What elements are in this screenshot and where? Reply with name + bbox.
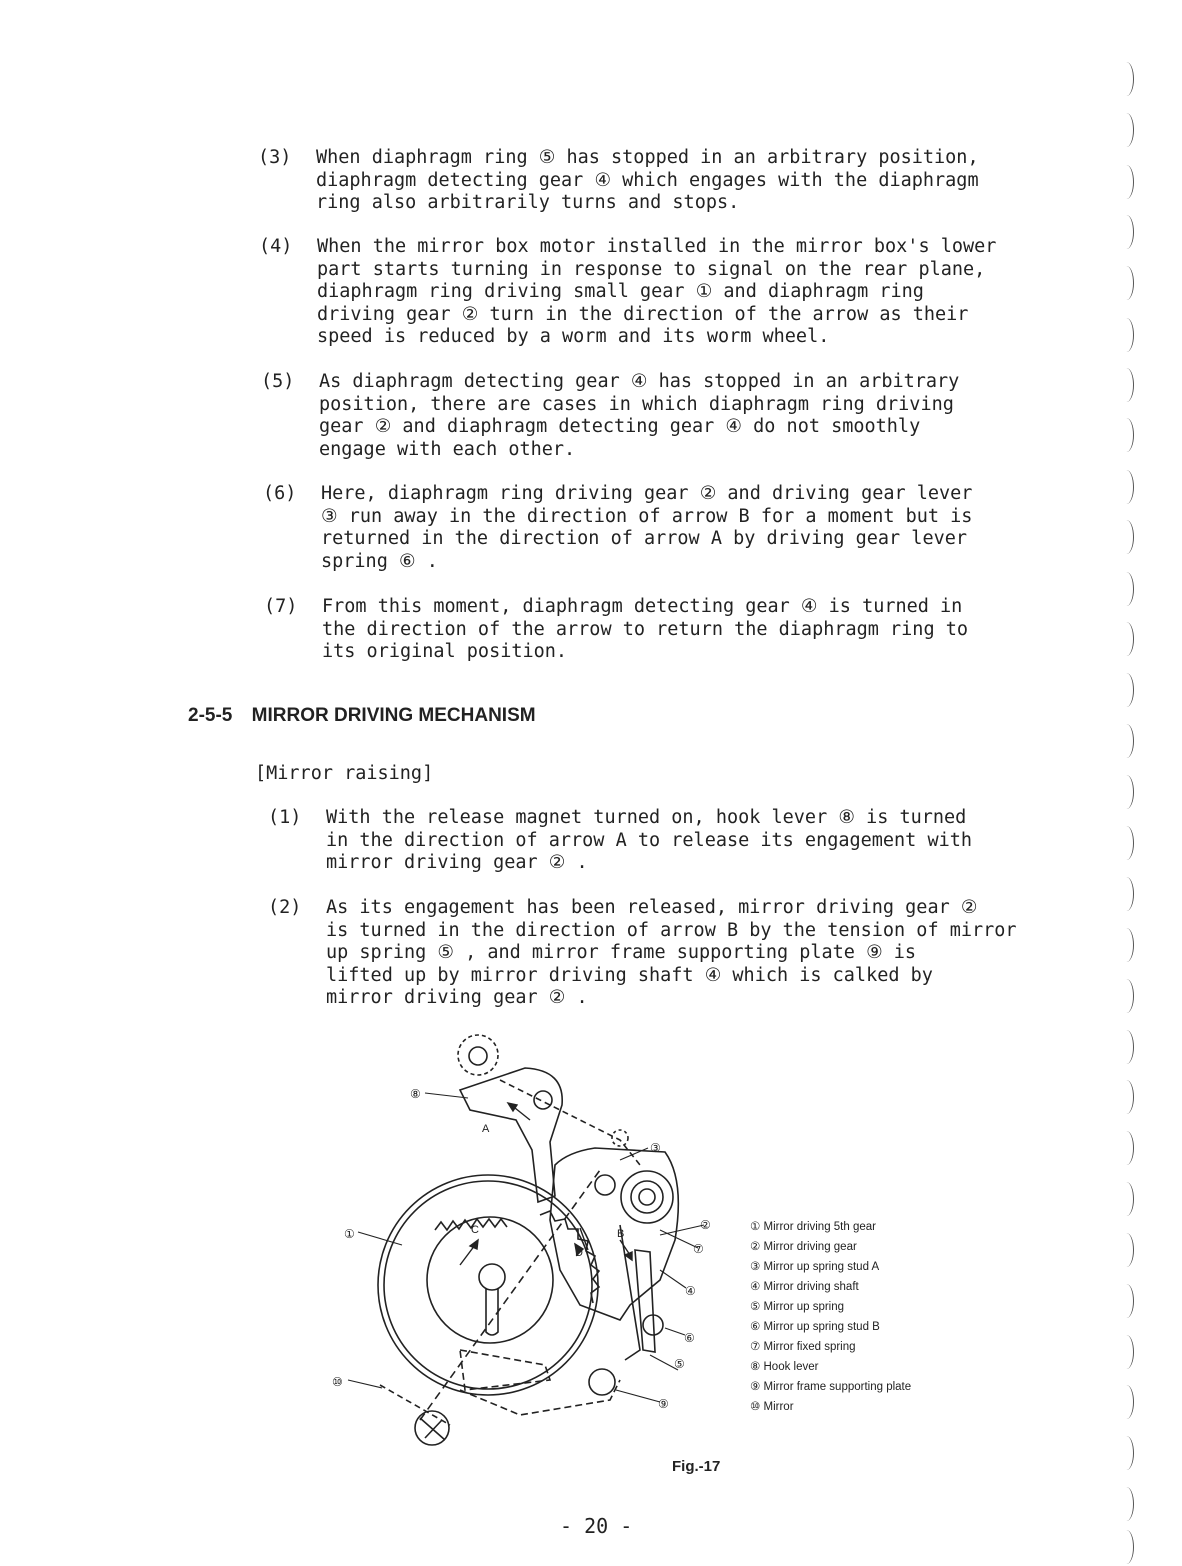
binding-mark [1119, 979, 1134, 1013]
callout-5: ⑤ [674, 1357, 685, 1371]
binding-mark [1119, 928, 1134, 962]
item-text: From this moment, diaphragm detecting gear ④ is turned in the direction of the arrow to return the diaphragm ring to its original position. [322, 596, 969, 662]
callout-1: ① [344, 1227, 355, 1241]
legend-item: ⑤ Mirror up spring [750, 1301, 845, 1313]
subheading: [Mirror raising] [255, 763, 434, 784]
binding-mark [1119, 1487, 1134, 1521]
legend-item: ③ Mirror up spring stud A [750, 1261, 880, 1273]
binding-mark [1119, 775, 1134, 809]
binding-mark [1119, 1436, 1134, 1470]
gear-rim [384, 1181, 592, 1389]
binding-mark [1119, 1335, 1134, 1369]
figure-17-diagram [320, 1030, 720, 1460]
legend-item: ⑩ Mirror [750, 1401, 794, 1413]
binding-mark [1119, 877, 1134, 911]
gear-hub [479, 1264, 505, 1290]
legend-item: ① Mirror driving 5th gear [750, 1221, 876, 1233]
upper-dashed-circle [458, 1035, 498, 1075]
arrow-a-head [508, 1103, 517, 1111]
binding-mark [1119, 1284, 1134, 1318]
arrow-label-c: C [471, 1224, 479, 1236]
item-text: As diaphragm detecting gear ④ has stopped in an arbitrary position, there are cases in which diaphragm ring driving gear ② and diaphragm detecting gear ④ do not smoothly engage with each other. [319, 371, 960, 460]
binding-mark [1119, 572, 1134, 606]
page-number: - 20 - [560, 1514, 633, 1538]
mirror-driving-shaft-inner [639, 1189, 655, 1205]
binding-mark [1119, 165, 1134, 199]
binding-mark [1119, 724, 1134, 758]
hook-lever-pivot [534, 1091, 552, 1109]
upper-pin [469, 1047, 487, 1065]
arrow-c-head [470, 1240, 478, 1249]
callout-3: ③ [650, 1141, 661, 1155]
section-heading [188, 705, 536, 727]
binding-mark [1119, 673, 1134, 707]
callout-9: ⑨ [658, 1397, 669, 1411]
legend-item: ⑦ Mirror fixed spring [750, 1341, 856, 1353]
legend-item: ⑧ Hook lever [750, 1361, 819, 1373]
callout-2: ② [700, 1218, 711, 1232]
binding-mark [1119, 113, 1134, 147]
callout-10: ⑩ [332, 1375, 343, 1389]
arrow-label-b: B [617, 1228, 625, 1240]
hook-lever-dashed-pivot [612, 1130, 628, 1146]
binding-mark [1119, 1131, 1134, 1165]
binding-mark [1119, 266, 1134, 300]
item-text: When diaphragm ring ⑤ has stopped in an arbitrary position, diaphragm detecting gear ④ which engages with the diaphragm ring also arbitrarily turns and stops. [316, 147, 979, 213]
step-text: As its engagement has been released, mirror driving gear ② is turned in the direction of arrow B by the tension of mirror up spring ⑤ , and mirror frame supporting plate ⑨ is lifted up by mirror driving shaft ④ which is calked by mirror driving gear ② . [326, 897, 1017, 1008]
mirror-swing-line [420, 1170, 600, 1420]
item-number: (7) [264, 596, 298, 617]
item-number: (6) [263, 483, 297, 504]
figure-caption: Fig.-17 [672, 1458, 721, 1475]
legend-item: ④ Mirror driving shaft [750, 1281, 859, 1293]
callout-6: ⑥ [684, 1331, 695, 1345]
item-text: Here, diaphragm ring driving gear ② and driving gear lever ③ run away in the direction of arrow B for a moment but is returned in the direction of arrow A by driving gear lever spring ⑥ . [321, 483, 973, 572]
binding-mark [1119, 1080, 1134, 1114]
item-text: When the mirror box motor installed in the mirror box's lower part starts turning in response to signal on the rear plane, diaphragm ring driving small gear ① and diaphragm ring driving gear ② turn in the direction of the arrow as their speed is reduced by a worm and its worm wheel. [317, 236, 997, 347]
figure-legend [750, 1217, 911, 1417]
lower-small-gear-cross [420, 1418, 445, 1440]
mirror-line [380, 1385, 450, 1425]
binding-mark [1119, 1385, 1134, 1419]
gear-slot [486, 1288, 498, 1335]
mirror-driving-shaft-mid [631, 1181, 663, 1213]
binding-mark [1119, 470, 1134, 504]
binding-mark [1119, 826, 1134, 860]
callout-4: ④ [685, 1284, 696, 1298]
mirror-driving-shaft-outer [621, 1171, 673, 1223]
callout-8: ⑧ [410, 1087, 421, 1101]
callout-7: ⑦ [693, 1242, 704, 1256]
binding-mark [1119, 318, 1134, 352]
binding-mark [1119, 1233, 1134, 1267]
legend-item: ⑥ Mirror up spring stud B [750, 1321, 880, 1333]
step-number: (1) [268, 807, 302, 828]
binding-mark [1119, 1030, 1134, 1064]
item-number: (5) [261, 371, 295, 392]
mirror-frame-plate-outline [460, 1380, 620, 1415]
binding-mark [1119, 622, 1134, 656]
arrow-label-a: A [482, 1123, 490, 1135]
mirror-frame-pivot [589, 1369, 615, 1395]
binding-mark [1119, 1530, 1134, 1564]
arrow-label-d: D [575, 1247, 583, 1259]
step-text: With the release magnet turned on, hook lever ⑧ is turned in the direction of arrow A to release its engagement with mirror driving gear ② . [326, 807, 973, 873]
item-number: (3) [258, 147, 292, 168]
step-number: (2) [268, 897, 302, 918]
mirror-driving-5th-gear [378, 1175, 598, 1395]
hook-lever-dashed [500, 1080, 640, 1165]
section-number: 2-5-5 [188, 705, 233, 726]
binding-mark [1119, 418, 1134, 452]
spring-stud-a [595, 1175, 615, 1195]
legend-item: ② Mirror driving gear [750, 1241, 857, 1253]
binding-mark [1119, 520, 1134, 554]
binding-mark [1119, 368, 1134, 402]
item-number: (4) [259, 236, 293, 257]
binding-mark [1119, 1182, 1134, 1216]
binding-mark [1119, 215, 1134, 249]
section-title: MIRROR DRIVING MECHANISM [251, 705, 536, 726]
legend-item: ⑨ Mirror frame supporting plate [750, 1381, 912, 1393]
binding-mark [1119, 62, 1134, 96]
